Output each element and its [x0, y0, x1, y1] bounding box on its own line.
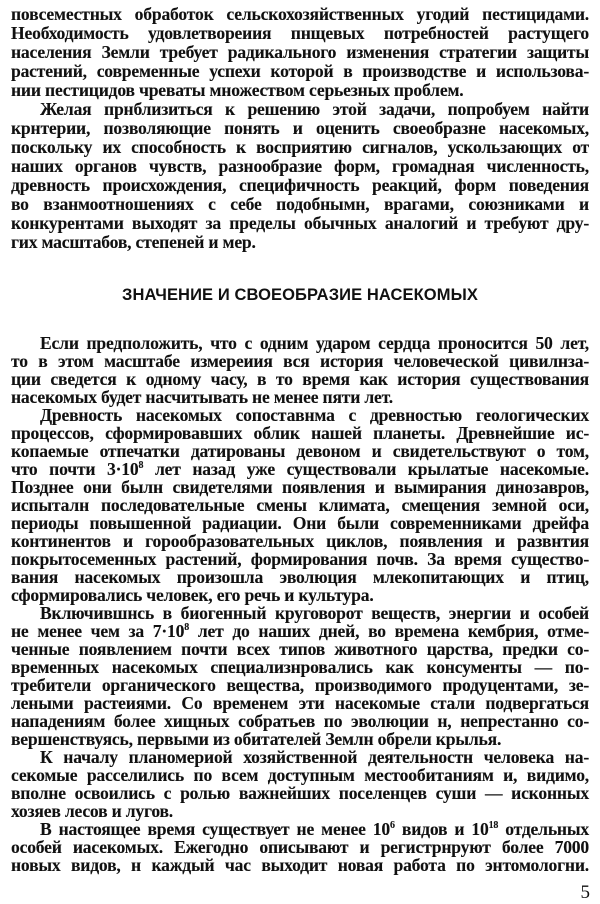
- text-run: вполне освоились с ролью важнейших поселенцев суши — исконных: [11, 783, 589, 803]
- text-line: [11, 838, 589, 856]
- text-run: Если предположить, что с одним ударом сердца проносится 50 лет,: [40, 333, 589, 353]
- paragraph: [11, 820, 589, 874]
- text-line: [11, 43, 589, 62]
- paragraph: [11, 334, 589, 406]
- text-run: требители органического вещества, производимого продуцентами, зе-: [11, 675, 589, 695]
- text-line: [11, 802, 589, 820]
- text-run: секомые расселились по всем доступным местообитаниям и, видимо,: [11, 765, 589, 785]
- text-line: [11, 214, 589, 233]
- text-line: [11, 370, 589, 388]
- text-line: [11, 119, 589, 138]
- text-line: [11, 784, 589, 802]
- text-run: процессов, сформировавших облик нашей планеты. Древнейшие ис-: [11, 423, 589, 443]
- text-line: [11, 195, 589, 214]
- text-line: [11, 658, 589, 676]
- text-line: [11, 233, 589, 252]
- text-line: [11, 532, 589, 550]
- text-line: [11, 766, 589, 784]
- text-run: лет до наших дней, во времена кембрия, отме-: [189, 621, 589, 641]
- text-run: периоды повышенной радиации. Они были современниками дрейфа: [11, 513, 589, 533]
- text-line: [11, 820, 589, 838]
- text-run: видов и 10: [394, 819, 489, 839]
- text-run: особей иасекомых. Ежегодно описывают и регистрнруют более 7000: [11, 837, 589, 857]
- text-run: не менее чем за 7·10: [11, 621, 185, 641]
- text-run: во взанмоотношениях с себе подобнымн, врагами, союзниками и: [11, 194, 589, 214]
- text-run: крнтерии, позволяющие понять и оценить своеобразне насекомых,: [11, 118, 589, 138]
- text-run: населения Земли требует радикального изменения стратегии защиты: [11, 42, 589, 62]
- text-run: конкурентами выходят за пределы обычных аналогий и требуют дру-: [11, 213, 589, 233]
- superscript-exponent: 18: [488, 820, 499, 831]
- text-run: континентов и горообразовательных циклов, появления и развнтия: [11, 531, 589, 551]
- paragraph: [11, 5, 589, 100]
- superscript-exponent: 8: [184, 622, 190, 633]
- text-run: гих масштабов, степеней и мер.: [11, 232, 256, 252]
- paragraph: [11, 100, 589, 252]
- text-run: покрытосеменных растений, формирования почв. За время существо-: [11, 549, 589, 569]
- text-run: отдельных: [498, 819, 589, 839]
- text-run: насекомых будет насчитывать не менее пяти лет.: [11, 387, 393, 407]
- text-line: [11, 604, 589, 622]
- text-run: новых видов, н каждый час выходит новая работа по энтомологни.: [11, 855, 589, 875]
- text-run: копаемые отпечатки датированы девоном и свидетельствуют о том,: [11, 441, 589, 461]
- text-run: вания насекомых произошла эволюция млекопитающих и птиц,: [11, 567, 589, 587]
- text-run: Позднее они былн свидетелями появления и вымирания динозавров,: [11, 477, 589, 497]
- text-run: растений, современные успехи которой в производстве и использова-: [11, 61, 589, 81]
- text-run: Включившнсь в биогенный круговорот веществ, энергии и особей: [40, 603, 589, 623]
- text-run: сформировались человек, его речь и культура.: [11, 585, 374, 605]
- text-run: поскольку их способность к восприятию сигналов, ускользающих от: [11, 137, 589, 157]
- text-run: леными растеиями. Со временем эти насекомые стали подвергаться: [11, 693, 589, 713]
- paragraph: [11, 406, 589, 604]
- text-line: [11, 138, 589, 157]
- text-line: [11, 622, 589, 640]
- text-line: [11, 157, 589, 176]
- intro-text: [11, 5, 589, 252]
- text-run: что почти 3·10: [11, 459, 139, 479]
- text-run: К началу планомериой хозяйственной деятельностн человека на-: [40, 747, 589, 767]
- text-run: нападениям более хищных собратьев по эволюции н, непрестанно со-: [11, 711, 589, 731]
- text-line: [11, 81, 589, 100]
- text-run: В настоящее время существует не менее 10: [40, 819, 390, 839]
- text-run: хозяев лесов и лугов.: [11, 801, 173, 821]
- text-run: то в этом масштабе измереиия вся история человеческой цивилнза-: [11, 351, 589, 371]
- text-run: ции сведется к одному часу, в то время как история существования: [11, 369, 589, 389]
- text-line: [11, 586, 589, 604]
- text-run: лет назад уже существовали крылатые насекомые.: [143, 459, 589, 479]
- text-line: [11, 24, 589, 43]
- page-number: 5: [580, 882, 590, 903]
- text-line: [11, 424, 589, 442]
- text-run: Необходимость удовлетвореиия пнщевых потребностей растущего: [11, 23, 589, 43]
- paragraph: [11, 748, 589, 820]
- text-run: нии пестицидов чреваты множеством серьезных проблем.: [11, 80, 464, 100]
- text-run: повсеместных обработок сельскохозяйственных угодий пестицидами.: [11, 4, 589, 24]
- text-line: [11, 748, 589, 766]
- text-line: [11, 442, 589, 460]
- text-line: [11, 640, 589, 658]
- text-run: ченные появлением почти всех типов животного царства, предки со-: [11, 639, 589, 659]
- text-line: [11, 62, 589, 81]
- text-line: [11, 334, 589, 352]
- text-run: Желая прнблизиться к решению этой задачи, попробуем найти: [40, 99, 589, 119]
- superscript-exponent: 8: [138, 460, 144, 471]
- text-run: древность происхождения, специфичность реакций, форм поведения: [11, 175, 589, 195]
- text-line: [11, 406, 589, 424]
- text-line: [11, 550, 589, 568]
- text-line: [11, 5, 589, 24]
- text-run: наших органов чувств, разнообразие форм, громадная численность,: [11, 156, 589, 176]
- text-line: [11, 460, 589, 478]
- text-run: вершенствуясь, первыми из обитателей Землн обрели крылья.: [11, 729, 502, 749]
- text-line: [11, 730, 589, 748]
- text-run: испыталн последовательные смены климата, смещения земной оси,: [11, 495, 589, 515]
- section-body: [11, 334, 589, 874]
- text-line: [11, 478, 589, 496]
- text-run: Древность насекомых сопоставнма с древностью геологических: [40, 405, 589, 425]
- section-heading: ЗНАЧЕНИЕ И СВОЕОБРАЗИЕ НАСЕКОМЫХ: [122, 286, 478, 304]
- text-line: [11, 352, 589, 370]
- superscript-exponent: 6: [390, 820, 395, 831]
- text-line: [11, 676, 589, 694]
- text-line: [11, 856, 589, 874]
- text-line: [11, 388, 589, 406]
- text-line: [11, 694, 589, 712]
- text-line: [11, 712, 589, 730]
- text-line: [11, 496, 589, 514]
- text-line: [11, 100, 589, 119]
- paragraph: [11, 604, 589, 748]
- text-line: [11, 514, 589, 532]
- text-line: [11, 568, 589, 586]
- text-line: [11, 176, 589, 195]
- text-run: временных насекомых специализнровались как консументы — по-: [11, 657, 589, 677]
